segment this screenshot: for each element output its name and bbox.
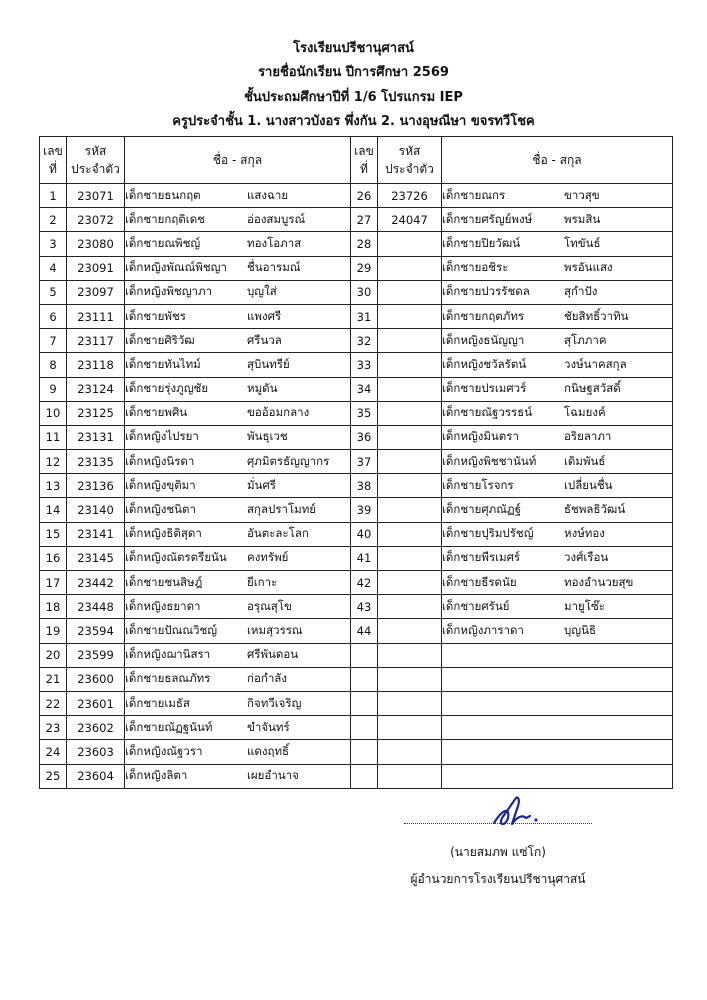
last-name: โทขันธ์: [564, 235, 601, 250]
student-number: 33: [351, 353, 378, 377]
student-number: 8: [40, 353, 67, 377]
col-header-name: ชื่อ - สกุล: [125, 137, 351, 184]
first-name: เด็กชายเมธัส: [125, 695, 190, 710]
student-number: [351, 740, 378, 764]
student-id: [378, 232, 442, 256]
student-id: [378, 716, 442, 740]
first-name: เด็กหญิงพิชชานันท์: [442, 453, 537, 468]
student-id: [378, 401, 442, 425]
table-row: [40, 353, 673, 377]
student-number: 44: [351, 619, 378, 643]
last-name: กนิษฐสวัสดิ์: [564, 381, 621, 396]
signer-name: (นายสมภพ แซ่โก): [450, 845, 546, 859]
student-id: 23080: [67, 232, 125, 256]
student-number: 5: [40, 280, 67, 304]
student-number: 3: [40, 232, 67, 256]
student-number: 4: [40, 256, 67, 280]
col-header-code: รหัส ประจำตัว: [67, 137, 125, 184]
last-name: ทองโอภาส: [247, 235, 302, 250]
student-name: [442, 232, 673, 256]
student-id: 23136: [67, 474, 125, 498]
last-name: หงษ์ทอง: [564, 526, 605, 541]
student-id: 23118: [67, 353, 125, 377]
last-name: เผยอำนาจ: [247, 768, 299, 783]
student-name: [125, 716, 351, 740]
student-name: [442, 571, 673, 595]
col-header-code: รหัส ประจำตัว: [378, 137, 442, 184]
student-number: 40: [351, 522, 378, 546]
student-name: [442, 353, 673, 377]
last-name: เดิมพันธ์: [564, 453, 606, 468]
student-name: [442, 643, 673, 667]
student-number: 14: [40, 498, 67, 522]
student-name: [442, 498, 673, 522]
student-id: [378, 425, 442, 449]
student-number: 37: [351, 450, 378, 474]
student-id: 23726: [378, 184, 442, 208]
student-id: 23071: [67, 184, 125, 208]
last-name: แสงฉาย: [247, 187, 289, 202]
student-name: [125, 667, 351, 691]
student-roster-table: [39, 136, 673, 789]
student-id: [378, 667, 442, 691]
last-name: ทองอำนวยสุข: [564, 574, 634, 589]
student-number: 25: [40, 764, 67, 788]
student-id: [378, 353, 442, 377]
table-row: [40, 232, 673, 256]
first-name: เด็กชายพัชร: [125, 308, 186, 323]
student-name: [125, 377, 351, 401]
student-id: [378, 498, 442, 522]
student-name: [442, 522, 673, 546]
last-name: ชื่นอารมณ์: [247, 260, 301, 275]
student-id: 24047: [378, 208, 442, 232]
last-name: ยีเกาะ: [247, 574, 278, 589]
student-name: [125, 595, 351, 619]
last-name: ขออ้อมกลาง: [247, 405, 310, 420]
student-number: 39: [351, 498, 378, 522]
first-name: เด็กชายปรเมศวร์: [442, 381, 527, 396]
student-name: [125, 401, 351, 425]
student-number: 11: [40, 425, 67, 449]
student-number: [351, 667, 378, 691]
student-number: 31: [351, 304, 378, 328]
first-name: เด็กชายชนสิษฎ์: [125, 574, 203, 589]
first-name: เด็กชายทันไทม์: [125, 356, 201, 371]
student-number: 16: [40, 546, 67, 570]
student-name: [125, 329, 351, 353]
student-number: 22: [40, 691, 67, 715]
first-name: เด็กชายณัฐวรรธน์: [442, 405, 533, 420]
student-name: [125, 304, 351, 328]
student-number: [351, 691, 378, 715]
student-number: 17: [40, 571, 67, 595]
student-id: 23602: [67, 716, 125, 740]
student-number: 19: [40, 619, 67, 643]
table-row: [40, 716, 673, 740]
student-name: [442, 329, 673, 353]
student-name: [125, 643, 351, 667]
student-number: 30: [351, 280, 378, 304]
signer-title: ผู้อำนวยการโรงเรียนปรีชานุศาสน์: [410, 872, 586, 886]
student-number: 42: [351, 571, 378, 595]
student-number: 1: [40, 184, 67, 208]
last-name: พันธุเวช: [247, 429, 288, 444]
first-name: เด็กชายกฤติเดช: [125, 211, 205, 226]
student-number: 34: [351, 377, 378, 401]
table-row: [40, 667, 673, 691]
first-name: เด็กหญิงณัฐวรา: [125, 743, 203, 758]
student-name: [442, 619, 673, 643]
student-number: 24: [40, 740, 67, 764]
table-row: [40, 304, 673, 328]
student-name: [125, 498, 351, 522]
first-name: เด็กชายศิริวัฒ: [125, 332, 195, 347]
student-id: [378, 304, 442, 328]
last-name: กิจทวีเจริญ: [247, 695, 302, 710]
first-name: เด็กหญิงขุติมา: [125, 477, 196, 492]
table-row: [40, 546, 673, 570]
table-row: [40, 280, 673, 304]
student-id: 23091: [67, 256, 125, 280]
last-name: อันตะละโลก: [247, 526, 309, 541]
student-name: [442, 667, 673, 691]
student-id: 23448: [67, 595, 125, 619]
student-id: 23600: [67, 667, 125, 691]
student-name: [125, 184, 351, 208]
student-number: 26: [351, 184, 378, 208]
student-name: [125, 619, 351, 643]
last-name: อรุณสุโข: [247, 598, 292, 613]
student-name: [125, 474, 351, 498]
last-name: ก่อกำลัง: [247, 671, 287, 686]
student-number: 9: [40, 377, 67, 401]
first-name: เด็กหญิงฌานิสรา: [125, 647, 211, 662]
student-id: 23604: [67, 764, 125, 788]
student-id: 23601: [67, 691, 125, 715]
last-name: ศุภมิตรธัญญากร: [247, 453, 330, 468]
student-name: [125, 450, 351, 474]
table-row: [40, 498, 673, 522]
table-row: [40, 691, 673, 715]
student-name: [125, 425, 351, 449]
class-label: ชั้นประถมศึกษาปีที่ 1/6 โปรแกรม IEP: [244, 90, 463, 105]
table-row: [40, 401, 673, 425]
student-name: [442, 764, 673, 788]
student-name: [442, 401, 673, 425]
last-name: คงทรัพย์: [247, 550, 289, 565]
student-id: 23141: [67, 522, 125, 546]
student-name: [442, 740, 673, 764]
student-number: 29: [351, 256, 378, 280]
first-name: เด็กชายปุริมปรัชญ์: [442, 526, 534, 541]
table-row: [40, 619, 673, 643]
student-id: 23603: [67, 740, 125, 764]
student-name: [442, 184, 673, 208]
student-number: [351, 764, 378, 788]
student-name: [442, 691, 673, 715]
last-name: ขำจันทร์: [247, 719, 290, 734]
first-name: เด็กชายพีรเมศร์: [442, 550, 521, 565]
last-name: สุบินทรีย์: [247, 356, 290, 371]
first-name: เด็กหญิงชนิตา: [125, 502, 196, 517]
student-name: [125, 546, 351, 570]
first-name: เด็กหญิงธิติสุดา: [125, 526, 202, 541]
last-name: แพงศรี: [247, 308, 282, 323]
first-name: เด็กชายณกร: [442, 187, 506, 202]
student-id: [378, 256, 442, 280]
student-name: [442, 304, 673, 328]
col-header-name: ชื่อ - สกุล: [442, 137, 673, 184]
last-name: บุญนิธิ: [564, 622, 596, 637]
student-name: [125, 691, 351, 715]
table-row: [40, 450, 673, 474]
student-name: [442, 716, 673, 740]
student-id: [378, 474, 442, 498]
first-name: เด็กชายศรันย์: [442, 598, 510, 613]
student-id: [378, 619, 442, 643]
student-id: [378, 522, 442, 546]
student-number: [351, 643, 378, 667]
first-name: เด็กหญิงลิตา: [125, 768, 188, 783]
student-number: 15: [40, 522, 67, 546]
first-name: เด็กชายณพิชญ์: [125, 235, 201, 250]
student-name: [125, 353, 351, 377]
first-name: เด็กหญิงชวัลรัตน์: [442, 356, 527, 371]
student-number: 28: [351, 232, 378, 256]
student-name: [125, 522, 351, 546]
student-id: 23599: [67, 643, 125, 667]
student-id: [378, 280, 442, 304]
last-name: สุโภภาค: [564, 332, 607, 347]
signature: [482, 788, 552, 833]
last-name: ชัยสิทธิ์วาทิน: [564, 308, 629, 323]
last-name: วงศ์เรือน: [564, 550, 609, 565]
student-name: [442, 256, 673, 280]
table-row: [40, 377, 673, 401]
student-number: 36: [351, 425, 378, 449]
table-row: [40, 184, 673, 208]
last-name: ขาวสุข: [564, 187, 600, 202]
last-name: สกุลปราโมทย์: [247, 502, 317, 517]
last-name: โฉมยงค์: [564, 405, 606, 420]
first-name: เด็กชายศรัญย์พงษ์: [442, 211, 533, 226]
first-name: เด็กชายธลณภัทร: [125, 671, 211, 686]
last-name: วงษ์นาคสกุล: [564, 356, 627, 371]
student-number: 10: [40, 401, 67, 425]
student-number: 12: [40, 450, 67, 474]
last-name: ธัชพลธิวัฒน์: [564, 502, 626, 517]
table-header-row: [40, 137, 673, 184]
student-name: [125, 740, 351, 764]
first-name: เด็กชายปวรรัชดล: [442, 284, 530, 299]
first-name: เด็กหญิงธยาดา: [125, 598, 201, 613]
first-name: เด็กชายปิยวัฒน์: [442, 235, 521, 250]
student-number: 32: [351, 329, 378, 353]
last-name: พรมสิน: [564, 211, 601, 226]
last-name: พรอันแสง: [564, 260, 613, 275]
student-number: 21: [40, 667, 67, 691]
student-id: [378, 571, 442, 595]
last-name: หมูดัน: [247, 381, 278, 396]
student-id: 23117: [67, 329, 125, 353]
student-id: [378, 595, 442, 619]
student-name: [125, 764, 351, 788]
col-header-no: เลข ที่: [351, 137, 378, 184]
student-number: 38: [351, 474, 378, 498]
student-name: [125, 208, 351, 232]
first-name: เด็กหญิงมินตรา: [442, 429, 519, 444]
student-name: [442, 546, 673, 570]
first-name: เด็กชายธนกฤต: [125, 187, 201, 202]
last-name: แดงฤทธิ์: [247, 743, 290, 758]
school-name: โรงเรียนปรีชานุศาสน์: [293, 41, 414, 56]
table-row: [40, 474, 673, 498]
student-name: [442, 208, 673, 232]
student-id: 23442: [67, 571, 125, 595]
student-number: 27: [351, 208, 378, 232]
student-id: [378, 450, 442, 474]
table-row: [40, 208, 673, 232]
first-name: เด็กชายศุภณัฏฐ์: [442, 502, 521, 517]
last-name: สุกำปัง: [564, 284, 598, 299]
student-id: 23111: [67, 304, 125, 328]
table-row: [40, 740, 673, 764]
student-number: 41: [351, 546, 378, 570]
student-id: [378, 377, 442, 401]
first-name: เด็กหญิงพัณณ์พิชญา: [125, 260, 227, 275]
signature-line: [404, 823, 592, 824]
student-name: [125, 571, 351, 595]
last-name: มายูโซ๊ะ: [564, 598, 605, 613]
student-id: 23594: [67, 619, 125, 643]
first-name: เด็กหญิงพิชญาภา: [125, 284, 213, 299]
student-number: 43: [351, 595, 378, 619]
col-header-no: เลข ที่: [40, 137, 67, 184]
student-name: [442, 474, 673, 498]
student-number: 2: [40, 208, 67, 232]
first-name: เด็กหญิงภาราดา: [442, 622, 524, 637]
student-number: [351, 716, 378, 740]
student-name: [125, 256, 351, 280]
student-number: 6: [40, 304, 67, 328]
student-id: 23125: [67, 401, 125, 425]
table-row: [40, 643, 673, 667]
last-name: เปลี่ยนชื่น: [564, 477, 613, 492]
student-id: 23097: [67, 280, 125, 304]
last-name: บุญใส่: [247, 284, 277, 299]
student-name: [125, 280, 351, 304]
last-name: มั่นศรี: [247, 477, 276, 492]
last-name: อ่องสมบูรณ์: [247, 211, 306, 226]
first-name: เด็กหญิงไปรยา: [125, 429, 199, 444]
first-name: เด็กชายอชิระ: [442, 260, 509, 275]
student-id: 23140: [67, 498, 125, 522]
student-number: 13: [40, 474, 67, 498]
table-row: [40, 425, 673, 449]
first-name: เด็กชายณัฏฐนันท์: [125, 719, 213, 734]
student-name: [442, 595, 673, 619]
first-name: เด็กชายรุ่งภูญชัย: [125, 381, 209, 396]
student-number: 20: [40, 643, 67, 667]
student-id: [378, 546, 442, 570]
student-number: 7: [40, 329, 67, 353]
student-name: [125, 232, 351, 256]
student-number: 18: [40, 595, 67, 619]
student-id: 23072: [67, 208, 125, 232]
student-number: 23: [40, 716, 67, 740]
table-row: [40, 522, 673, 546]
student-name: [442, 377, 673, 401]
last-name: ศรีพันดอน: [247, 647, 299, 662]
last-name: ศรีนวล: [247, 332, 282, 347]
student-id: [378, 691, 442, 715]
table-row: [40, 256, 673, 280]
student-name: [442, 425, 673, 449]
first-name: เด็กชายกฤตภัทร: [442, 308, 525, 323]
table-row: [40, 764, 673, 788]
first-name: เด็กชายโรจกร: [442, 477, 514, 492]
student-id: [378, 329, 442, 353]
list-title: รายชื่อนักเรียน ปีการศึกษา 2569: [258, 65, 449, 80]
first-name: เด็กชายพศิน: [125, 405, 188, 420]
last-name: อริยลาภา: [564, 429, 612, 444]
table-row: [40, 329, 673, 353]
student-id: 23131: [67, 425, 125, 449]
student-id: 23135: [67, 450, 125, 474]
student-id: [378, 764, 442, 788]
table-row: [40, 571, 673, 595]
student-id: [378, 740, 442, 764]
homeroom-teachers: ครูประจำชั้น 1. นางสาวบังอร พึ่งกัน 2. นางอุษณีษา ขจรทวีโชค: [172, 114, 535, 129]
student-name: [442, 280, 673, 304]
table-row: [40, 595, 673, 619]
first-name: เด็กหญิงธนัญญา: [442, 332, 525, 347]
student-number: 35: [351, 401, 378, 425]
student-id: 23145: [67, 546, 125, 570]
first-name: เด็กหญิงนิรดา: [125, 453, 195, 468]
student-id: 23124: [67, 377, 125, 401]
first-name: เด็กชายธีรดนัย: [442, 574, 517, 589]
last-name: เหมสุวรรณ: [247, 622, 303, 637]
first-name: เด็กหญิงณัตรตรียนัน: [125, 550, 227, 565]
student-id: [378, 643, 442, 667]
student-name: [442, 450, 673, 474]
first-name: เด็กชายปัณณวิชญ์: [125, 622, 218, 637]
